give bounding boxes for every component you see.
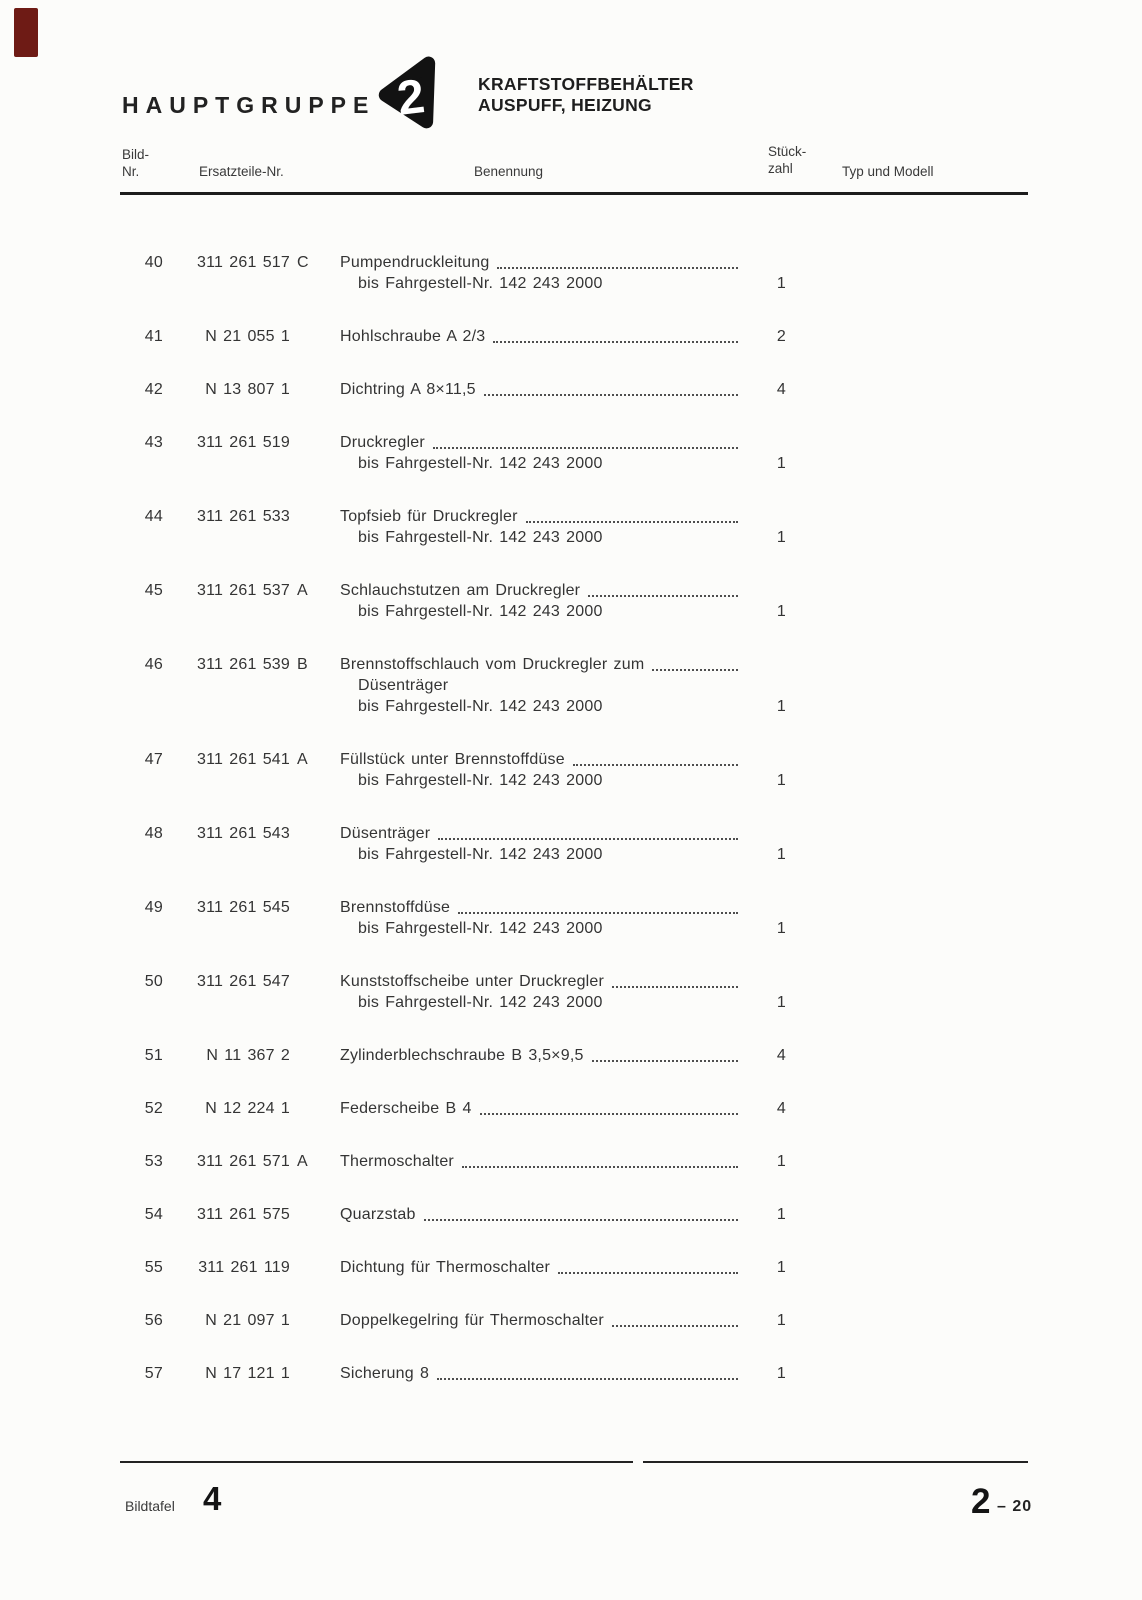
bild-nr-cell: 55 — [144, 1259, 163, 1276]
section-title-line1: KRAFTSTOFFBEHÄLTER — [478, 74, 694, 94]
typ-modell-cell — [800, 252, 1142, 294]
bildtafel-number: 4 — [203, 1480, 222, 1517]
quantity-cell: 1 — [776, 1153, 786, 1170]
part-suffix-cell — [290, 1045, 340, 1066]
part-number-cell: 311 261 119 — [198, 1259, 290, 1276]
part-number-cell: N 17 121 1 — [205, 1365, 290, 1382]
page-group-number: 2 — [971, 1482, 991, 1521]
part-name-line — [340, 654, 742, 675]
table-row — [0, 252, 1142, 294]
benennung-cell — [340, 749, 742, 791]
part-suffix-cell — [290, 1098, 340, 1119]
part-suffix-cell — [290, 823, 340, 865]
section-title-line2: AUSPUFF, HEIZUNG — [478, 95, 652, 115]
typ-modell-cell — [800, 897, 1142, 939]
bild-nr-cell: 51 — [144, 1047, 163, 1064]
quantity-cell: 4 — [776, 381, 786, 398]
typ-modell-cell — [800, 326, 1142, 347]
table-row — [0, 749, 1142, 791]
bild-nr-cell: 49 — [144, 899, 163, 916]
part-name-line — [340, 1363, 742, 1384]
part-name-line — [340, 1310, 742, 1331]
part-name-text: Dichtung für Thermoschalter — [340, 1259, 550, 1276]
benennung-cell — [340, 1045, 742, 1066]
part-number-cell: 311 261 547 — [197, 973, 290, 990]
bild-nr-cell: 48 — [144, 825, 163, 842]
dot-leader — [612, 971, 738, 988]
benennung-cell — [340, 1204, 742, 1225]
quantity-cell: 1 — [776, 1365, 786, 1382]
part-sub-line: bis Fahrgestell-Nr. 142 243 2000 — [358, 846, 603, 863]
column-header-bild-line1: Bild- — [122, 147, 150, 162]
typ-modell-cell — [800, 749, 1142, 791]
part-name-line — [340, 1204, 742, 1225]
part-suffix-cell — [290, 379, 340, 400]
part-number-cell: N 21 097 1 — [205, 1312, 290, 1329]
part-name-line — [340, 1098, 742, 1119]
typ-modell-cell — [800, 432, 1142, 474]
dot-leader — [462, 1151, 738, 1168]
benennung-cell — [340, 654, 742, 717]
typ-modell-cell — [800, 1045, 1142, 1066]
quantity-cell: 4 — [776, 1047, 786, 1064]
dot-leader — [592, 1045, 738, 1062]
bild-nr-cell: 46 — [144, 656, 163, 673]
section-title — [478, 74, 694, 116]
dot-leader — [588, 580, 738, 597]
table-row — [0, 1310, 1142, 1331]
table-row — [0, 1098, 1142, 1119]
part-name-text: Thermoschalter — [340, 1153, 454, 1170]
table-row — [0, 379, 1142, 400]
page-corner-tab — [14, 8, 38, 57]
group-number: 2 — [394, 69, 428, 126]
benennung-cell — [340, 971, 742, 1013]
column-header-ersatzteile-nr: Ersatzteile-Nr. — [199, 164, 284, 179]
part-sub-line: bis Fahrgestell-Nr. 142 243 2000 — [358, 698, 603, 715]
part-suffix-cell — [290, 971, 340, 1013]
bild-nr-cell: 47 — [144, 751, 163, 768]
table-row — [0, 823, 1142, 865]
part-name-text: Hohlschraube A 2/3 — [340, 328, 486, 345]
dot-leader — [652, 654, 738, 671]
dot-leader — [437, 1363, 738, 1380]
benennung-cell — [340, 580, 742, 622]
quantity-cell: 4 — [776, 1100, 786, 1117]
dot-leader — [480, 1098, 738, 1115]
part-suffix-cell — [290, 506, 340, 548]
dot-leader — [433, 432, 738, 449]
table-row — [0, 1204, 1142, 1225]
column-header-bild-nr — [122, 146, 149, 180]
dot-leader — [558, 1257, 738, 1274]
quantity-cell: 1 — [776, 455, 786, 472]
bild-nr-cell: 57 — [144, 1365, 163, 1382]
part-name-text: Druckregler — [340, 434, 425, 451]
dot-leader — [526, 506, 738, 523]
table-row — [0, 506, 1142, 548]
part-suffix-cell — [290, 1204, 340, 1225]
table-row — [0, 654, 1142, 717]
bild-nr-cell: 45 — [144, 582, 163, 599]
benennung-cell — [340, 252, 742, 294]
part-sub-line: bis Fahrgestell-Nr. 142 243 2000 — [358, 994, 603, 1011]
part-number-cell: N 13 807 1 — [205, 381, 290, 398]
bildtafel-label: Bildtafel — [125, 1498, 175, 1514]
benennung-cell — [340, 1098, 742, 1119]
quantity-cell: 1 — [776, 603, 786, 620]
footer-divider-line-left — [120, 1461, 633, 1463]
dot-leader — [573, 749, 738, 766]
part-number-cell: 311 261 539 — [197, 656, 290, 673]
table-row — [0, 326, 1142, 347]
part-name-line — [340, 1151, 742, 1172]
benennung-cell — [340, 1363, 742, 1384]
typ-modell-cell — [800, 654, 1142, 717]
part-suffix-cell: A — [297, 1153, 308, 1170]
part-suffix-cell — [290, 1363, 340, 1384]
part-suffix-cell — [290, 1257, 340, 1278]
bild-nr-cell: 42 — [144, 381, 163, 398]
benennung-cell — [340, 506, 742, 548]
page-number: – 20 — [997, 1498, 1033, 1515]
column-header-stueckzahl — [768, 143, 806, 177]
typ-modell-cell — [800, 1098, 1142, 1119]
part-name-line — [340, 326, 742, 347]
bild-nr-cell: 41 — [144, 328, 163, 345]
bild-nr-cell: 54 — [144, 1206, 163, 1223]
benennung-cell — [340, 1310, 742, 1331]
part-name-line — [340, 1045, 742, 1066]
quantity-cell: 1 — [776, 1206, 786, 1223]
part-suffix-cell — [290, 897, 340, 939]
part-sub-line: bis Fahrgestell-Nr. 142 243 2000 — [358, 529, 603, 546]
part-number-cell: N 21 055 1 — [205, 328, 290, 345]
benennung-cell — [340, 326, 742, 347]
part-name-text: Schlauchstutzen am Druckregler — [340, 582, 581, 599]
table-row — [0, 971, 1142, 1013]
column-header-stueck-line2: zahl — [768, 161, 793, 176]
quantity-cell: 2 — [776, 328, 786, 345]
quantity-cell: 1 — [776, 275, 786, 292]
quantity-cell: 1 — [776, 846, 786, 863]
quantity-cell: 1 — [776, 529, 786, 546]
part-sub-line: bis Fahrgestell-Nr. 142 243 2000 — [358, 275, 603, 292]
part-number-cell: 311 261 517 — [197, 254, 290, 271]
part-name-text: Füllstück unter Brennstoffdüse — [340, 751, 565, 768]
header-divider-line — [120, 192, 1028, 195]
part-suffix-cell — [290, 432, 340, 474]
footer-divider-line-right — [643, 1461, 1028, 1463]
part-suffix-cell — [290, 326, 340, 347]
part-name-text: Sicherung 8 — [340, 1365, 430, 1382]
part-sub-line: bis Fahrgestell-Nr. 142 243 2000 — [358, 455, 603, 472]
part-name-text: Düsenträger — [340, 825, 431, 842]
part-name-text: Doppelkegelring für Thermoschalter — [340, 1312, 604, 1329]
part-sub-line: Düsenträger — [358, 677, 449, 694]
bild-nr-cell: 40 — [144, 254, 163, 271]
part-name-line — [340, 580, 742, 601]
part-number-cell: 311 261 519 — [197, 434, 290, 451]
part-name-text: Federscheibe B 4 — [340, 1100, 472, 1117]
typ-modell-cell — [800, 971, 1142, 1013]
typ-modell-cell — [800, 1363, 1142, 1384]
part-number-cell: 311 261 541 — [197, 751, 290, 768]
part-sub-line: bis Fahrgestell-Nr. 142 243 2000 — [358, 920, 603, 937]
part-suffix-cell: C — [297, 254, 309, 271]
benennung-cell — [340, 432, 742, 474]
part-name-line — [340, 897, 742, 918]
quantity-cell: 1 — [776, 698, 786, 715]
part-sub-line: bis Fahrgestell-Nr. 142 243 2000 — [358, 772, 603, 789]
bild-nr-cell: 43 — [144, 434, 163, 451]
benennung-cell — [340, 1257, 742, 1278]
bild-nr-cell: 56 — [144, 1312, 163, 1329]
part-name-text: Dichtring A 8×11,5 — [340, 381, 476, 398]
column-header-stueck-line1: Stück- — [768, 144, 807, 159]
part-name-line — [340, 1257, 742, 1278]
dot-leader — [438, 823, 738, 840]
part-number-cell: N 12 224 1 — [205, 1100, 290, 1117]
column-header-benennung: Benennung — [474, 164, 544, 179]
part-name-text: Topfsieb für Druckregler — [340, 508, 518, 525]
part-name-line — [340, 823, 742, 844]
part-name-text: Kunststoffscheibe unter Druckregler — [340, 973, 605, 990]
part-name-line — [340, 252, 742, 273]
typ-modell-cell — [800, 1257, 1142, 1278]
part-number-cell: 311 261 545 — [197, 899, 290, 916]
column-header-typ-und-modell: Typ und Modell — [842, 164, 934, 179]
hauptgruppe-label: HAUPTGRUPPE — [122, 92, 376, 118]
part-suffix-cell: B — [297, 656, 308, 673]
part-name-text: Pumpendruckleitung — [340, 254, 490, 271]
bild-nr-cell: 44 — [144, 508, 163, 525]
bild-nr-cell: 52 — [144, 1100, 163, 1117]
part-suffix-cell: A — [297, 582, 308, 599]
typ-modell-cell — [800, 580, 1142, 622]
benennung-cell — [340, 897, 742, 939]
typ-modell-cell — [800, 1151, 1142, 1172]
benennung-cell — [340, 379, 742, 400]
dot-leader — [497, 252, 738, 269]
part-name-line — [340, 971, 742, 992]
part-suffix-cell — [290, 1310, 340, 1331]
dot-leader — [458, 897, 738, 914]
part-name-text: Zylinderblechschraube B 3,5×9,5 — [340, 1047, 584, 1064]
part-number-cell: 311 261 575 — [197, 1206, 290, 1223]
dot-leader — [493, 326, 738, 343]
table-row — [0, 897, 1142, 939]
part-number-cell: 311 261 543 — [197, 825, 290, 842]
typ-modell-cell — [800, 823, 1142, 865]
part-name-line — [340, 506, 742, 527]
quantity-cell: 1 — [776, 994, 786, 1011]
table-row — [0, 1045, 1142, 1066]
bild-nr-cell: 50 — [144, 973, 163, 990]
part-number-cell: 311 261 571 — [197, 1153, 290, 1170]
part-number-cell: 311 261 537 — [197, 582, 290, 599]
group-number-badge-icon — [377, 54, 439, 134]
column-header-bild-line2: Nr. — [122, 164, 140, 179]
dot-leader — [424, 1204, 738, 1221]
typ-modell-cell — [800, 379, 1142, 400]
parts-table-body — [0, 252, 1142, 1416]
quantity-cell: 1 — [776, 772, 786, 789]
part-number-cell: 311 261 533 — [197, 508, 290, 525]
quantity-cell: 1 — [776, 1312, 786, 1329]
part-name-text: Brennstoffdüse — [340, 899, 451, 916]
part-name-line — [340, 379, 742, 400]
benennung-cell — [340, 823, 742, 865]
table-row — [0, 1257, 1142, 1278]
benennung-cell — [340, 1151, 742, 1172]
part-number-cell: N 11 367 2 — [206, 1047, 290, 1064]
dot-leader — [484, 379, 738, 396]
table-row — [0, 432, 1142, 474]
dot-leader — [612, 1310, 738, 1327]
part-sub-line: bis Fahrgestell-Nr. 142 243 2000 — [358, 603, 603, 620]
quantity-cell: 1 — [776, 920, 786, 937]
table-row — [0, 580, 1142, 622]
quantity-cell: 1 — [776, 1259, 786, 1276]
table-row — [0, 1151, 1142, 1172]
typ-modell-cell — [800, 506, 1142, 548]
part-name-line — [340, 432, 742, 453]
table-row — [0, 1363, 1142, 1384]
part-name-text: Quarzstab — [340, 1206, 416, 1223]
bild-nr-cell: 53 — [144, 1153, 163, 1170]
part-name-line — [340, 749, 742, 770]
part-suffix-cell: A — [297, 751, 308, 768]
part-name-text: Brennstoffschlauch vom Druckregler zum — [340, 656, 645, 673]
typ-modell-cell — [800, 1204, 1142, 1225]
typ-modell-cell — [800, 1310, 1142, 1331]
